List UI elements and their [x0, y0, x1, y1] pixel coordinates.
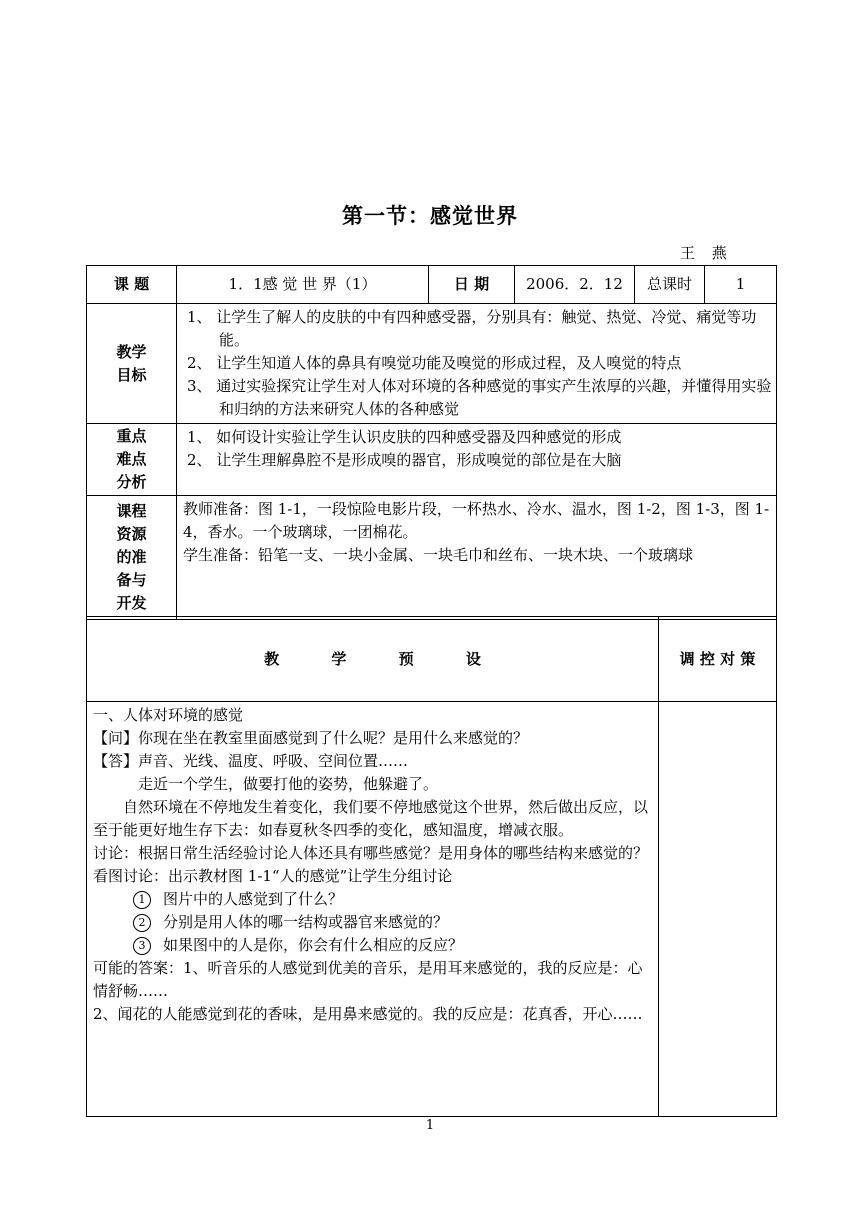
circled-number: 2 [133, 914, 151, 932]
author-name: 王 燕 [680, 244, 733, 262]
key-points-label: 重点 难点 分析 [87, 424, 177, 496]
section-heading: 一、人体对环境的感觉 [93, 706, 244, 724]
discussion-line: 讨论：根据日常生活经验讨论人体还具有哪些感觉？是用身体的哪些结构来感觉的？ [93, 844, 649, 862]
page-number: 1 [425, 1118, 435, 1133]
strategy-heading: 调 控 对 策 [659, 617, 777, 702]
key-points-content [177, 424, 777, 496]
discussion-question: 3 如果图中的人是你，你会有什么相应的反应？ [93, 934, 652, 957]
total-hours-label: 总课时 [635, 266, 705, 304]
resources-content [177, 496, 777, 620]
date-label: 日 期 [429, 266, 515, 304]
question-line: 【问】你现在坐在教室里面感觉到了什么呢？是用什么来感觉的？ [93, 729, 529, 747]
date-value: 2006．2．12 [515, 266, 635, 304]
strategy-content [659, 702, 777, 1117]
resources-label: 课程 资源 的准 备与 开发 [87, 496, 177, 620]
discussion-question: 2 分别是用人体的哪一结构或器官来感觉的？ [93, 911, 652, 934]
possible-answer: 2、闻花的人能感觉到花的香味，是用鼻来感觉的。我的反应是：花真香，开心…… [93, 1005, 643, 1023]
objectives-content [177, 304, 777, 424]
explanation-paragraph: 自然环境在不停地发生着变化，我们要不停地感觉这个世界，然后做出反应，以至于能更好地生存下去：如春夏秋冬四季的变化，感知温度，增减衣服。 [93, 798, 649, 839]
circled-number: 3 [133, 937, 151, 955]
plan-content [87, 702, 659, 1117]
circled-number: 1 [133, 891, 151, 909]
page-title: 第一节：感觉世界 [342, 204, 518, 228]
possible-answer: 可能的答案：1、听音乐的人感觉到优美的音乐，是用耳来感觉的，我的反应是：心情舒畅…… [93, 959, 643, 1000]
objective-item: 3、 通过实验探究让学生对人体对环境的各种感觉的事实产生浓厚的兴趣，并懂得用实验和归纳的方法来研究人体的各种感觉 [187, 377, 772, 418]
topic-value: 1．1感 觉 世 界（1） [177, 266, 429, 304]
student-preparation: 学生准备：铅笔一支、一块小金属、一块毛巾和丝布、一块木块、一个玻璃球 [183, 546, 694, 564]
teacher-preparation: 教师准备：图 1-1，一段惊险电影片段，一杯热水、冷水、温水，图 1-2，图 1-3，图 1-4，香水。一个玻璃球，一团棉花。 [183, 500, 770, 541]
objective-item: 2、 让学生知道人体的鼻具有嗅觉功能及嗅觉的形成过程，及人嗅觉的特点 [187, 354, 682, 372]
key-point-item: 1、 如何设计实验让学生认识皮肤的四种感受器及四种感觉的形成 [187, 428, 622, 446]
total-hours-value: 1 [705, 266, 777, 304]
teaching-plan-table [86, 616, 777, 1117]
objective-item: 1、 让学生了解人的皮肤的中有四种感受器，分别具有：触觉、热觉、冷觉、痛觉等功能。 [187, 308, 757, 349]
picture-discussion-line: 看图讨论：出示教材图 1-1“人的感觉”让学生分组讨论 [93, 867, 453, 885]
key-point-item: 2、 让学生理解鼻腔不是形成嗅的器官，形成嗅觉的部位是在大脑 [187, 451, 622, 469]
lesson-info-table [86, 265, 777, 620]
topic-label: 课 题 [87, 266, 177, 304]
discussion-question: 1 图片中的人感觉到了什么？ [93, 888, 652, 911]
activity-line: 走近一个学生，做要打他的姿势，他躲避了。 [138, 775, 439, 793]
plan-heading: 教 学 预 设 [87, 617, 659, 702]
answer-line: 【答】声音、光线、温度、呼吸、空间位置…… [93, 752, 409, 770]
objectives-label: 教学 目标 [87, 304, 177, 424]
